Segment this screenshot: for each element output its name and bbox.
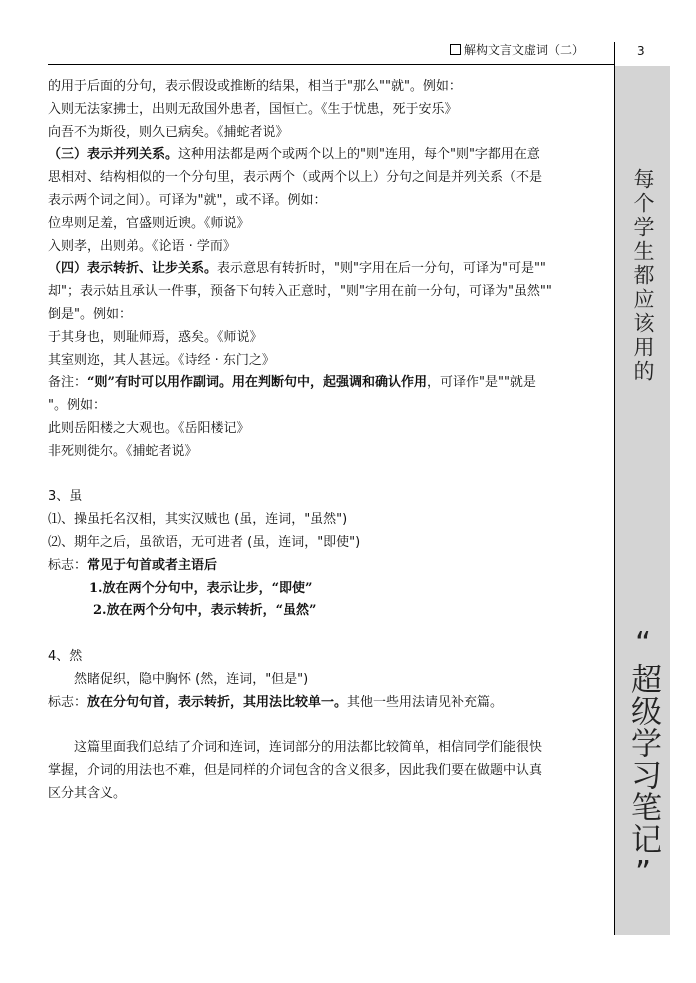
summary-paragraph	[48, 737, 604, 805]
text-line: 此则岳阳楼之大观也。《岳阳楼记》	[48, 420, 250, 436]
text-line: 然睹促织，隐中胸怀 (然，连词，"但是")	[74, 671, 309, 687]
section-heading: （四）表示转折、让步关系。	[48, 261, 218, 277]
square-bullet-icon	[450, 44, 461, 55]
text-line: 入则孝，出则弟。《论语 · 学而》	[48, 238, 236, 254]
section-title: 4、然	[48, 648, 83, 664]
text-line: 标志：常见于句首或者主语后	[48, 557, 218, 573]
text-line: 却"；表示姑且承认一件事，预备下句转入正意时，"则"字用在前一分句，可译为"虽然""	[48, 284, 552, 300]
blank-line	[48, 464, 604, 487]
blank-line	[48, 714, 604, 737]
text-line: 备注：“则”有时可以用作副词。用在判断句中，起强调和确认作用，可译作"是""就是	[48, 375, 536, 391]
text-line: 的用于后面的分句，表示假设或推断的结果，相当于"那么""就"。例如：	[48, 79, 462, 94]
text-line: 位卑则足羞，官盛则近谀。《师说》	[48, 215, 250, 231]
text-line: "。例如：	[48, 398, 106, 414]
text-line: ⑴、操虽托名汉相，其实汉贼也 (虽，连词，"虽然")	[48, 512, 348, 528]
text-line: 入则无法家拂士，出则无敌国外患者，国恒亡。《生于忧患，死于安乐》	[48, 101, 458, 117]
text-line: 掌握，介词的用法也不难，但是同样的介词包含的含义很多，因此我们要在做题中认真	[48, 762, 543, 778]
text-line: 表示两个词之间）。可译为"就"，或不译。例如：	[48, 192, 327, 208]
section-title: 3、虽	[48, 489, 83, 505]
text-line: 于其身也，则耻师焉，惑矣。《师说》	[48, 329, 263, 345]
text-line: 区分其含义。	[48, 785, 127, 801]
text-line: 这篇里面我们总结了介词和连词，连词部分的用法都比较简单，相信同学们能很快	[74, 740, 543, 756]
text-line: 其室则迩，其人甚远。《诗经 · 东门之》	[48, 352, 275, 368]
note-emphasis: “则”有时可以用作副词。用在判断句中，起强调和确认作用	[87, 375, 427, 391]
text-line: 倒是"。例如：	[48, 306, 132, 322]
text-line: ⑵、期年之后，虽欲语，无可进者 (虽，连词，"即使")	[48, 534, 361, 550]
marker-emphasis: 常见于句首或者主语后	[87, 557, 218, 573]
section-heading: （三）表示并列关系。	[48, 147, 179, 163]
marker-emphasis: 放在分句句首，表示转折，其用法比较单一。	[87, 694, 348, 710]
text-line: （三）表示并列关系。这种用法都是两个或两个以上的"则"连用，每个"则"字都用在意	[48, 147, 540, 163]
text-line: 标志：放在分句句首，表示转折，其用法比较单一。其他一些用法请见补充篇。	[48, 694, 504, 710]
text-line: 向吾不为斯役，则久已病矣。《捕蛇者说》	[48, 124, 289, 140]
blank-line	[48, 623, 604, 646]
page-number: 3	[637, 44, 645, 58]
text-line: 非死则徙尔。《捕蛇者说》	[48, 443, 198, 459]
sidebar-slogan-bottom: “超级学习笔记”	[625, 626, 661, 892]
text-line: （四）表示转折、让步关系。表示意思有转折时，"则"字用在后一分句，可译为"可是""	[48, 261, 546, 277]
sidebar-slogan-top: 每个学生都应该用的	[631, 168, 655, 384]
header-title: 解构文言文虚词（二）	[450, 42, 584, 58]
page-header	[48, 42, 614, 65]
text-line: 思相对、结构相似的一个分句里，表示两个（或两个以上）分句之间是并列关系（不是	[48, 170, 543, 186]
marker-item: 2.放在两个分句中，表示转折，“虽然”	[93, 603, 317, 619]
document-body	[48, 76, 604, 806]
marker-item: 1.放在两个分句中，表示让步，“即使”	[89, 580, 313, 596]
